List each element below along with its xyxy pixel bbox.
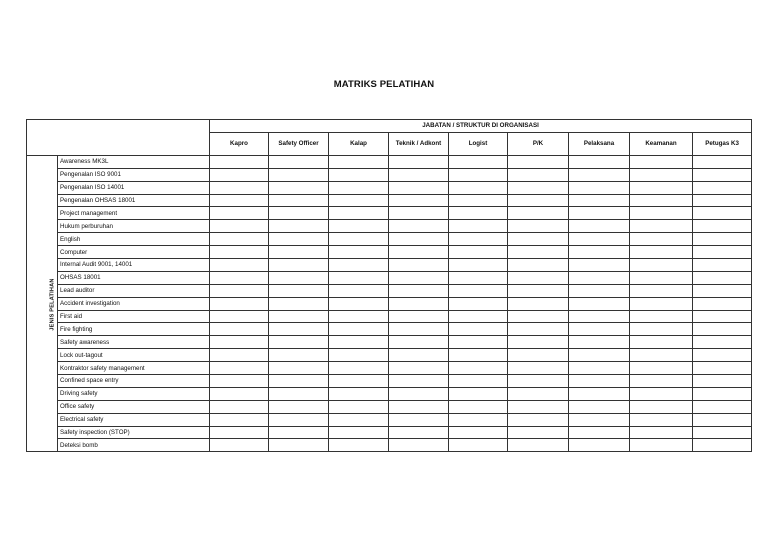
matrix-cell (389, 400, 449, 413)
matrix-cell (449, 426, 508, 439)
training-name-cell: Pengenalan ISO 9001 (58, 168, 210, 181)
table-row (27, 413, 752, 426)
matrix-cell (630, 233, 693, 246)
matrix-cell (210, 284, 269, 297)
matrix-cell (630, 439, 693, 452)
matrix-cell (449, 349, 508, 362)
matrix-cell (210, 194, 269, 207)
matrix-cell (630, 336, 693, 349)
matrix-cell (449, 168, 508, 181)
matrix-cell (693, 426, 752, 439)
matrix-cell (269, 168, 329, 181)
matrix-cell (210, 310, 269, 323)
table-row (27, 310, 752, 323)
matrix-cell (449, 284, 508, 297)
matrix-cell (693, 336, 752, 349)
matrix-cell (329, 297, 389, 310)
matrix-cell (210, 155, 269, 168)
matrix-cell (269, 194, 329, 207)
matrix-cell (210, 375, 269, 388)
matrix-cell (449, 439, 508, 452)
matrix-cell (449, 271, 508, 284)
table-row (27, 220, 752, 233)
matrix-cell (329, 336, 389, 349)
matrix-cell (269, 220, 329, 233)
matrix-cell (630, 168, 693, 181)
matrix-cell (329, 439, 389, 452)
matrix-cell (389, 181, 449, 194)
matrix-cell (508, 426, 569, 439)
matrix-cell (508, 349, 569, 362)
matrix-cell (329, 271, 389, 284)
matrix-cell (329, 284, 389, 297)
matrix-cell (389, 233, 449, 246)
table-row (27, 323, 752, 336)
matrix-cell (693, 194, 752, 207)
matrix-cell (630, 400, 693, 413)
matrix-cell (630, 426, 693, 439)
matrix-cell (389, 259, 449, 272)
matrix-cell (210, 400, 269, 413)
table-row (27, 349, 752, 362)
matrix-cell (569, 181, 630, 194)
column-header: Pelaksana (569, 132, 630, 155)
matrix-cell (269, 271, 329, 284)
matrix-cell (693, 207, 752, 220)
matrix-cell (630, 375, 693, 388)
matrix-cell (569, 207, 630, 220)
table-row (27, 284, 752, 297)
matrix-cell (569, 233, 630, 246)
matrix-cell (269, 336, 329, 349)
matrix-cell (329, 194, 389, 207)
table-row (27, 439, 752, 452)
matrix-cell (449, 297, 508, 310)
matrix-cell (630, 349, 693, 362)
matrix-cell (389, 387, 449, 400)
matrix-cell (449, 310, 508, 323)
training-name-cell: Pengenalan OHSAS 18001 (58, 194, 210, 207)
training-name-cell: Lead auditor (58, 284, 210, 297)
matrix-cell (389, 271, 449, 284)
column-header: Teknik / Adkont (389, 132, 449, 155)
matrix-cell (269, 362, 329, 375)
training-name-cell: Lock out-tagout (58, 349, 210, 362)
matrix-cell (508, 439, 569, 452)
matrix-cell (449, 400, 508, 413)
table-row (27, 194, 752, 207)
matrix-cell (693, 400, 752, 413)
matrix-cell (630, 181, 693, 194)
matrix-cell (569, 310, 630, 323)
matrix-cell (569, 220, 630, 233)
matrix-cell (329, 233, 389, 246)
training-name-cell: Pengenalan ISO 14001 (58, 181, 210, 194)
column-header: Petugas K3 (693, 132, 752, 155)
matrix-cell (508, 271, 569, 284)
matrix-cell (569, 426, 630, 439)
matrix-cell (389, 349, 449, 362)
matrix-cell (693, 284, 752, 297)
matrix-cell (210, 413, 269, 426)
column-header: Logist (449, 132, 508, 155)
training-name-cell: Deteksi bomb (58, 439, 210, 452)
matrix-cell (329, 259, 389, 272)
matrix-cell (693, 181, 752, 194)
matrix-cell (329, 349, 389, 362)
table-row (27, 375, 752, 388)
matrix-cell (210, 439, 269, 452)
matrix-cell (569, 194, 630, 207)
matrix-cell (329, 310, 389, 323)
training-name-cell: Project management (58, 207, 210, 220)
matrix-cell (508, 207, 569, 220)
matrix-cell (210, 259, 269, 272)
table-row (27, 387, 752, 400)
matrix-cell (569, 155, 630, 168)
matrix-cell (693, 168, 752, 181)
matrix-cell (449, 155, 508, 168)
column-header: P/K (508, 132, 569, 155)
matrix-cell (269, 207, 329, 220)
column-header: Safety Officer (269, 132, 329, 155)
table-row (27, 259, 752, 272)
matrix-cell (269, 233, 329, 246)
matrix-cell (508, 362, 569, 375)
matrix-cell (508, 181, 569, 194)
matrix-cell (508, 400, 569, 413)
table-row (27, 362, 752, 375)
matrix-cell (569, 400, 630, 413)
matrix-cell (630, 207, 693, 220)
matrix-cell (269, 413, 329, 426)
matrix-cell (630, 271, 693, 284)
training-matrix-table (26, 119, 752, 452)
matrix-cell (210, 362, 269, 375)
table-corner-cell (27, 120, 210, 156)
matrix-cell (389, 336, 449, 349)
matrix-cell (389, 246, 449, 259)
training-name-cell: Electrical safety (58, 413, 210, 426)
matrix-cell (630, 155, 693, 168)
matrix-cell (569, 336, 630, 349)
matrix-cell (269, 439, 329, 452)
matrix-cell (449, 246, 508, 259)
matrix-cell (269, 349, 329, 362)
training-name-cell: Safety inspection (STOP) (58, 426, 210, 439)
matrix-cell (449, 207, 508, 220)
document-title: MATRIKS PELATIHAN (333, 79, 435, 90)
table-row (27, 233, 752, 246)
matrix-cell (210, 271, 269, 284)
matrix-cell (693, 155, 752, 168)
training-name-cell: Safety awareness (58, 336, 210, 349)
matrix-cell (269, 310, 329, 323)
matrix-cell (329, 181, 389, 194)
matrix-cell (449, 181, 508, 194)
matrix-cell (269, 426, 329, 439)
matrix-cell (630, 310, 693, 323)
matrix-cell (389, 323, 449, 336)
matrix-cell (329, 387, 389, 400)
matrix-cell (449, 387, 508, 400)
table-row (27, 271, 752, 284)
matrix-cell (693, 413, 752, 426)
side-label: JENIS PELATIHAN (49, 277, 56, 331)
table-row (27, 155, 752, 168)
matrix-cell (210, 246, 269, 259)
matrix-cell (210, 349, 269, 362)
table-row (27, 400, 752, 413)
matrix-cell (329, 168, 389, 181)
matrix-cell (389, 413, 449, 426)
matrix-cell (449, 323, 508, 336)
training-name-cell: Computer (58, 246, 210, 259)
matrix-cell (269, 323, 329, 336)
matrix-cell (389, 426, 449, 439)
matrix-cell (569, 323, 630, 336)
matrix-cell (269, 297, 329, 310)
matrix-cell (210, 233, 269, 246)
training-name-cell: English (58, 233, 210, 246)
matrix-cell (389, 194, 449, 207)
training-name-cell: Confined space entry (58, 375, 210, 388)
matrix-cell (329, 155, 389, 168)
matrix-cell (693, 310, 752, 323)
matrix-cell (508, 413, 569, 426)
matrix-cell (329, 413, 389, 426)
matrix-cell (329, 375, 389, 388)
matrix-cell (329, 207, 389, 220)
matrix-cell (389, 297, 449, 310)
matrix-cell (210, 387, 269, 400)
matrix-cell (569, 271, 630, 284)
matrix-cell (449, 259, 508, 272)
matrix-cell (569, 387, 630, 400)
training-name-cell: Fire fighting (58, 323, 210, 336)
matrix-cell (269, 155, 329, 168)
column-header: Kapro (210, 132, 269, 155)
matrix-cell (508, 336, 569, 349)
matrix-cell (449, 362, 508, 375)
side-label-cell (27, 155, 58, 451)
matrix-cell (630, 297, 693, 310)
training-name-cell: Office safety (58, 400, 210, 413)
matrix-cell (508, 155, 569, 168)
column-header: Kalap (329, 132, 389, 155)
matrix-cell (630, 362, 693, 375)
matrix-cell (630, 246, 693, 259)
matrix-cell (508, 194, 569, 207)
table-row (27, 426, 752, 439)
matrix-cell (693, 297, 752, 310)
matrix-cell (389, 168, 449, 181)
matrix-cell (693, 259, 752, 272)
table-row (27, 181, 752, 194)
matrix-cell (449, 413, 508, 426)
table-row (27, 297, 752, 310)
matrix-cell (329, 362, 389, 375)
matrix-cell (508, 220, 569, 233)
matrix-cell (508, 233, 569, 246)
matrix-cell (269, 259, 329, 272)
matrix-cell (693, 375, 752, 388)
matrix-cell (630, 387, 693, 400)
matrix-cell (508, 375, 569, 388)
matrix-cell (630, 194, 693, 207)
matrix-cell (210, 168, 269, 181)
training-name-cell: Accident investigation (58, 297, 210, 310)
matrix-cell (693, 233, 752, 246)
matrix-cell (630, 259, 693, 272)
matrix-cell (389, 375, 449, 388)
matrix-cell (210, 426, 269, 439)
table-row (27, 336, 752, 349)
matrix-cell (329, 220, 389, 233)
matrix-cell (569, 297, 630, 310)
matrix-cell (508, 297, 569, 310)
matrix-cell (389, 439, 449, 452)
matrix-cell (630, 284, 693, 297)
matrix-cell (389, 155, 449, 168)
matrix-cell (569, 439, 630, 452)
matrix-cell (269, 400, 329, 413)
matrix-cell (269, 387, 329, 400)
matrix-cell (269, 284, 329, 297)
training-name-cell: Hukum perburuhan (58, 220, 210, 233)
matrix-cell (508, 284, 569, 297)
matrix-cell (693, 220, 752, 233)
column-group-header: JABATAN / STRUKTUR DI ORGANISASI (210, 120, 752, 133)
matrix-cell (569, 284, 630, 297)
matrix-cell (569, 362, 630, 375)
matrix-cell (569, 168, 630, 181)
matrix-cell (508, 310, 569, 323)
table-row (27, 246, 752, 259)
matrix-cell (269, 181, 329, 194)
matrix-cell (693, 271, 752, 284)
matrix-cell (630, 220, 693, 233)
matrix-cell (329, 246, 389, 259)
training-name-cell: Driving safety (58, 387, 210, 400)
matrix-cell (210, 297, 269, 310)
matrix-cell (389, 284, 449, 297)
matrix-cell (693, 323, 752, 336)
matrix-cell (389, 207, 449, 220)
matrix-cell (630, 323, 693, 336)
matrix-cell (569, 259, 630, 272)
matrix-cell (508, 168, 569, 181)
training-name-cell: Internal Audit 9001, 14001 (58, 259, 210, 272)
matrix-cell (449, 233, 508, 246)
matrix-cell (449, 220, 508, 233)
training-name-cell: Awareness MK3L (58, 155, 210, 168)
training-name-cell: First aid (58, 310, 210, 323)
matrix-cell (693, 387, 752, 400)
matrix-cell (693, 349, 752, 362)
matrix-cell (269, 375, 329, 388)
training-name-cell: Kontraktor safety management (58, 362, 210, 375)
matrix-cell (449, 336, 508, 349)
matrix-cell (693, 362, 752, 375)
matrix-cell (269, 246, 329, 259)
matrix-cell (389, 362, 449, 375)
matrix-cell (389, 220, 449, 233)
column-header: Keamanan (630, 132, 693, 155)
matrix-cell (693, 439, 752, 452)
matrix-cell (569, 375, 630, 388)
matrix-cell (329, 400, 389, 413)
matrix-cell (508, 323, 569, 336)
matrix-cell (449, 375, 508, 388)
matrix-cell (569, 246, 630, 259)
matrix-cell (569, 413, 630, 426)
matrix-cell (210, 181, 269, 194)
matrix-cell (329, 323, 389, 336)
matrix-cell (508, 387, 569, 400)
training-name-cell: OHSAS 18001 (58, 271, 210, 284)
matrix-cell (210, 220, 269, 233)
matrix-cell (329, 426, 389, 439)
matrix-cell (693, 246, 752, 259)
table-row (27, 168, 752, 181)
matrix-cell (389, 310, 449, 323)
matrix-cell (210, 336, 269, 349)
matrix-cell (569, 349, 630, 362)
matrix-cell (508, 259, 569, 272)
matrix-cell (210, 207, 269, 220)
matrix-cell (630, 413, 693, 426)
matrix-cell (449, 194, 508, 207)
matrix-cell (508, 246, 569, 259)
table-row (27, 207, 752, 220)
matrix-cell (210, 323, 269, 336)
